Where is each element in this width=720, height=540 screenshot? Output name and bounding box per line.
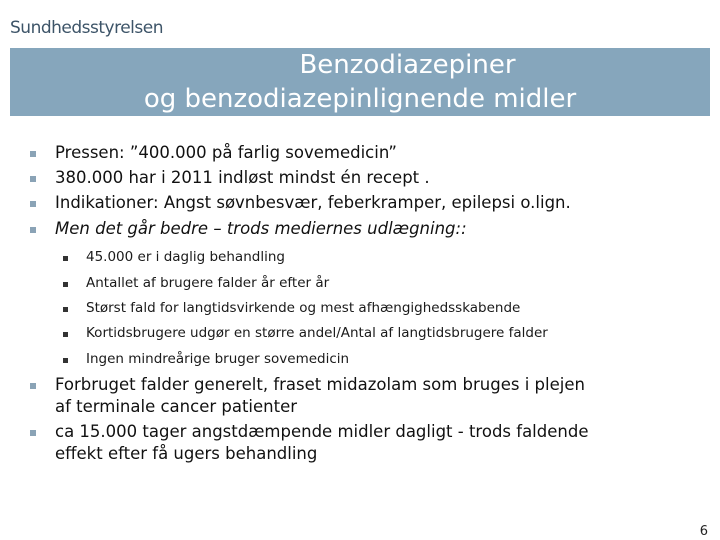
bullet-marker	[30, 176, 36, 182]
bullet-marker	[30, 151, 36, 157]
sundhedsstyrelsen-logo: Sundhedsstyrelsen	[10, 18, 163, 38]
sub-bullet-item: Antallet af brugere falder år efter år	[86, 275, 330, 291]
slide-title	[10, 48, 710, 116]
bullet-item-line: ca 15.000 tager angstdæmpende midler dagligt - trods faldende	[55, 422, 589, 441]
bullet-item-line: af terminale cancer patienter	[55, 397, 298, 416]
bullet-item: 380.000 har i 2011 indløst mindst én recept .	[55, 168, 430, 187]
sub-bullet-item: Kortidsbrugere udgør en større andel/Antal af langtidsbrugere falder	[86, 325, 548, 341]
bullet-item-line: Forbruget falder generelt, fraset midazolam som bruges i plejen	[55, 375, 585, 394]
bullet-marker	[30, 430, 36, 436]
page-number: 6	[699, 524, 708, 539]
bullet-item: Indikationer: Angst søvnbesvær, feberkramper, epilepsi o.lign.	[55, 193, 571, 212]
sub-bullet-marker	[63, 332, 68, 337]
sub-bullet-marker	[63, 358, 68, 363]
bullet-marker	[30, 201, 36, 207]
title-line-1: Benzodiazepiner	[299, 50, 516, 80]
sub-bullet-marker	[63, 256, 68, 261]
sub-bullet-marker	[63, 307, 68, 312]
bullet-item-line: effekt efter få ugers behandling	[55, 444, 318, 463]
bullet-marker	[30, 227, 36, 233]
bullet-item: Men det går bedre – trods mediernes udlægning::	[55, 219, 467, 238]
sub-bullet-item: Størst fald for langtidsvirkende og mest afhængighedsskabende	[86, 300, 521, 316]
sub-bullet-item: Ingen mindreårige bruger sovemedicin	[86, 351, 350, 367]
sub-bullet-marker	[63, 282, 68, 287]
bullet-marker	[30, 383, 36, 389]
sub-bullet-item: 45.000 er i daglig behandling	[86, 249, 285, 265]
bullet-item: Pressen: ”400.000 på farlig sovemedicin”	[55, 143, 397, 162]
title-line-2: og benzodiazepinlignende midler	[143, 84, 577, 114]
